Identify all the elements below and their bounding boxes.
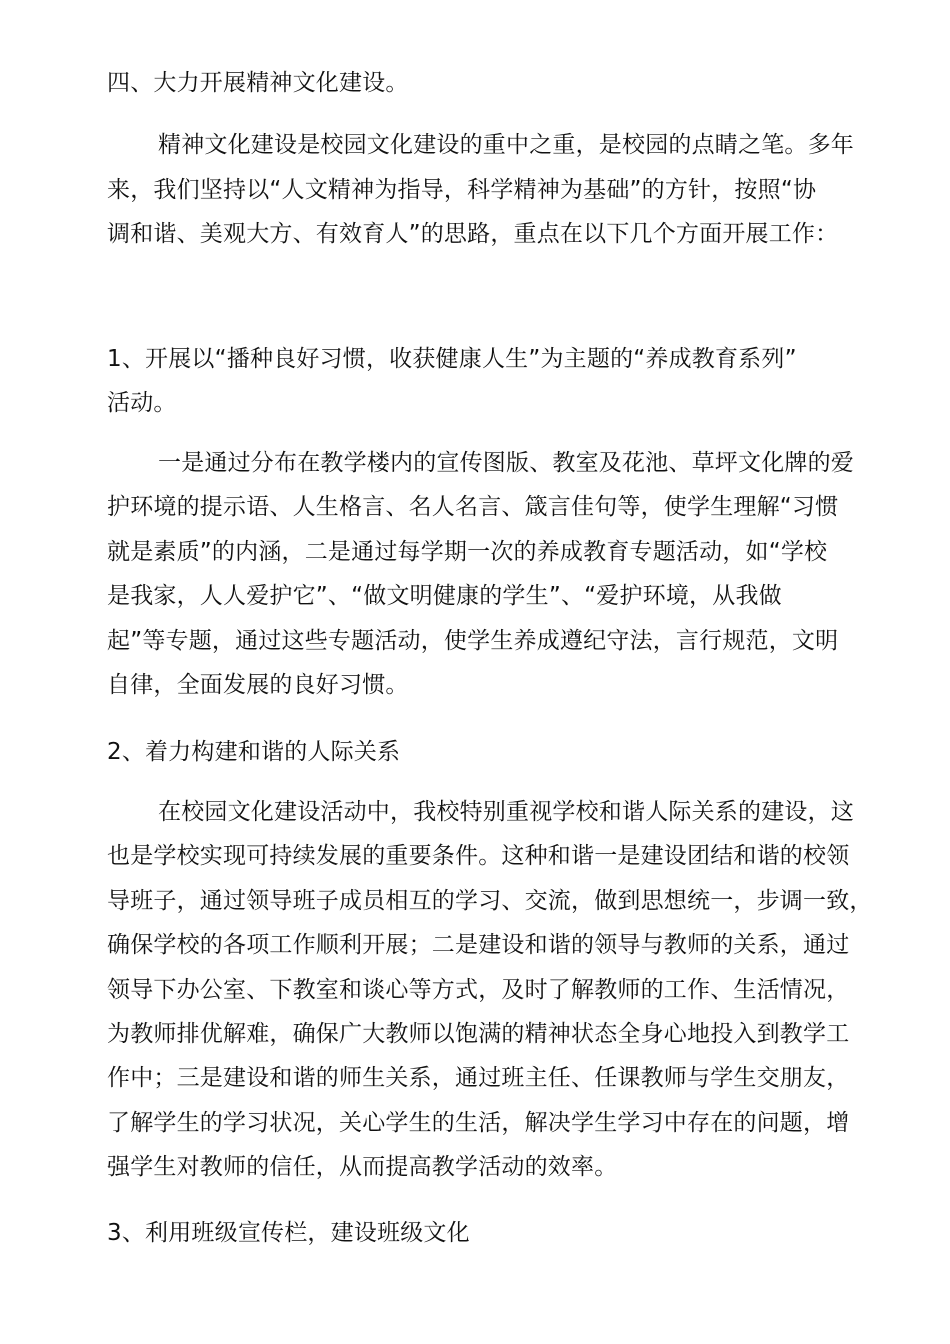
paragraph-line: 导班子，通过领导班子成员相互的学习、交流，做到思想统一，步调一致，	[107, 888, 873, 914]
paragraph-line: 为教师排优解难，确保广大教师以饱满的精神状态全身心地投入到教学工	[107, 1021, 850, 1047]
item-title: 1、开展以“播种良好习惯，收获健康人生”为主题的“养成教育系列”	[107, 346, 797, 372]
paragraph-line: 确保学校的各项工作顺利开展；二是建设和谐的领导与教师的关系，通过	[107, 932, 850, 958]
paragraph-line: 作中；三是建设和谐的师生关系，通过班主任、任课教师与学生交朋友，	[107, 1065, 850, 1091]
paragraph-line: 也是学校实现可持续发展的重要条件。这种和谐一是建设团结和谐的校领	[107, 843, 850, 869]
item-title: 2、着力构建和谐的人际关系	[107, 739, 401, 765]
item-title: 3、利用班级宣传栏，建设班级文化	[107, 1220, 470, 1246]
item-title: 活动。	[107, 390, 177, 416]
paragraph-line: 是我家，人人爱护它”、“做文明健康的学生”、“爱护环境，从我做	[107, 583, 782, 609]
paragraph-line: 一是通过分布在教学楼内的宣传图版、教室及花池、草坪文化牌的爱	[158, 450, 854, 476]
paragraph-line: 精神文化建设是校园文化建设的重中之重，是校园的点睛之笔。多年	[158, 132, 854, 158]
paragraph-line: 起”等专题，通过这些专题活动，使学生养成遵纪守法，言行规范，文明	[107, 628, 839, 654]
paragraph-line: 领导下办公室、下教室和谈心等方式，及时了解教师的工作、生活情况，	[107, 977, 850, 1003]
paragraph-line: 自律，全面发展的良好习惯。	[107, 672, 409, 698]
paragraph-line: 在校园文化建设活动中，我校特别重视学校和谐人际关系的建设，这	[158, 799, 854, 825]
section-heading: 四、大力开展精神文化建设。	[107, 70, 409, 96]
paragraph-line: 来，我们坚持以“人文精神为指导，科学精神为基础”的方针，按照“协	[107, 177, 817, 203]
paragraph-line: 调和谐、美观大方、有效育人”的思路，重点在以下几个方面开展工作：	[107, 221, 839, 247]
paragraph-line: 强学生对教师的信任，从而提高教学活动的效率。	[107, 1154, 618, 1180]
paragraph-line: 护环境的提示语、人生格言、名人名言、箴言佳句等，使学生理解“习惯	[107, 494, 839, 520]
paragraph-line: 就是素质”的内涵，二是通过每学期一次的养成教育专题活动，如“学校	[107, 539, 828, 565]
paragraph-line: 了解学生的学习状况，关心学生的生活，解决学生学习中存在的问题，增	[107, 1110, 850, 1136]
